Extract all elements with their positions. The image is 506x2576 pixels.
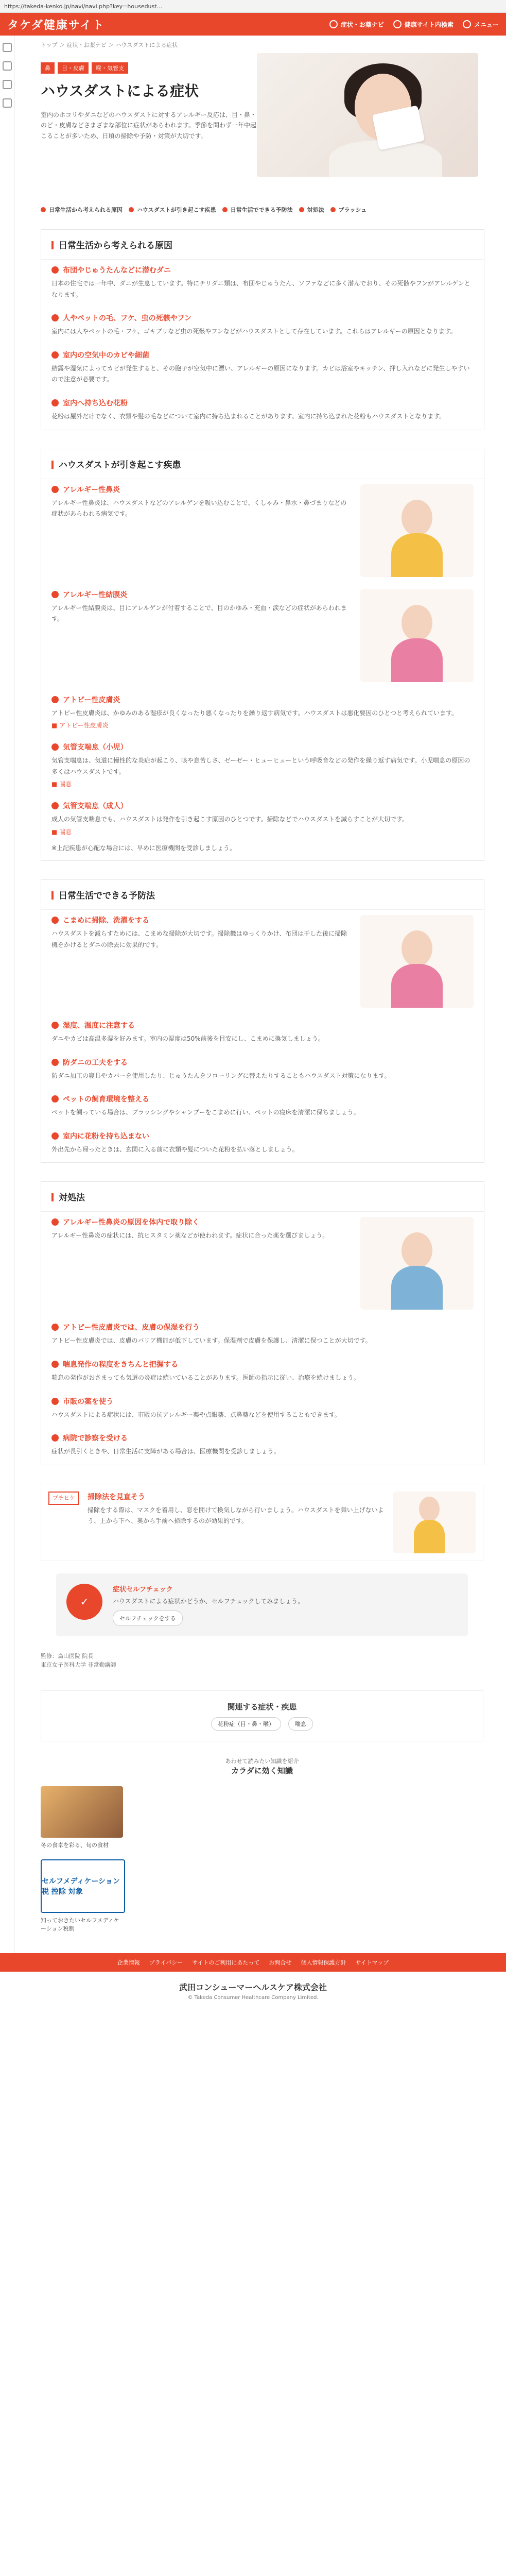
related-link[interactable]: ■ アトピー性皮膚炎 [51, 722, 109, 730]
sneezing-illustration [360, 484, 474, 577]
related-link[interactable]: ■ 喘息 [51, 828, 72, 836]
chevron-down-icon [222, 207, 228, 212]
related-link[interactable]: ■ 喘息 [51, 781, 72, 788]
number-icon [51, 917, 59, 924]
site-header [0, 13, 506, 36]
anchor-brush[interactable]: ブラッシュ [330, 206, 367, 214]
anchor-prevention[interactable]: 日常生活でできる予防法 [222, 206, 293, 214]
section-title: 対処法 [41, 1182, 484, 1212]
footer-link[interactable]: 企業情報 [117, 1959, 140, 1967]
list-item: 市販の薬を使う ハウスダストによる症状には、市販の抗アレルギー薬や点眼薬、点鼻薬などを使用することもできます。 [51, 1397, 341, 1418]
list-item: 喘息発作の程度をきちんと把握する 喘息の発作がおさまっても気道の炎症は続いていることがあります。医師の指示に従い、治療を続けましょう。 [51, 1360, 360, 1381]
footer-copyright [0, 1972, 506, 2010]
cleaning-illustration [393, 1492, 476, 1553]
tip-label: プチヒケ [48, 1492, 79, 1505]
hero-photo [257, 53, 478, 177]
footer-link[interactable]: お問合せ [269, 1959, 292, 1967]
symptom-tags [41, 62, 128, 74]
footer-link[interactable]: 個人情報保護方針 [301, 1959, 346, 1967]
list-item: ペットの飼育環境を整える ペットを飼っている場合は、ブラッシングやシャンプーをこまめに行い、ペットの寝床を清潔に保ちましょう。 [51, 1095, 360, 1116]
chevron-down-icon [129, 207, 134, 212]
number-icon [51, 314, 59, 321]
number-icon [51, 696, 59, 703]
list-item: こまめに掃除、洗濯をする ハウスダストを減らすためには、こまめな掃除が大切です。掃除機はゆっくりかけ、布団は干した後に掃除機をかけるとダニの除去に効果的です。 [41, 910, 484, 1015]
side-rail [0, 36, 15, 1953]
food-photo [41, 1786, 123, 1838]
number-icon [51, 1095, 59, 1103]
number-icon [51, 1059, 59, 1066]
menu-icon [463, 20, 471, 28]
number-icon [51, 591, 59, 598]
list-item: アレルギー性鼻炎 アレルギー性鼻炎は、ハウスダストなどのアレルゲンを吸い込むことで、くしゃみ・鼻水・鼻づまりなどの症状があらわれる病気です。 [41, 479, 484, 584]
list-item: 病院で診察を受ける 症状が長引くときや、日常生活に支障がある場合は、医療機関を受診しましょう。 [51, 1434, 280, 1455]
tip-callout [41, 1484, 483, 1561]
number-icon [51, 1022, 59, 1029]
footnote: ※上記疾患が心配な場合には、早めに医療機関を受診しましょう。 [51, 844, 236, 852]
tip-text: 掃除をする際は、マスクを着用し、窓を開けて換気しながら行いましょう。ハウスダストを舞い上げないよう、上から下へ、奥から手前へ掃除するのが効果的です。 [88, 1506, 384, 1525]
section-causes [41, 229, 484, 430]
list-item: 室内の空気中のカビや細菌 結露や湿気によってカビが発生すると、その胞子が空気中に漂い、アレルギーの原因になります。カビは浴室やキッチン、押し入れなどに発生しやすいので注意が必要です。 [51, 351, 470, 383]
page-title: ハウスダストによる症状 [41, 82, 199, 99]
related-symptoms [41, 1690, 483, 1741]
number-icon [51, 1324, 59, 1331]
itchy-eye-illustration [360, 589, 474, 682]
knowledge-card[interactable]: セルフメディケーション 税 控除 対象 知っておきたいセルフメディケーション税制 [41, 1859, 123, 1933]
list-item: 室内へ持ち込む花粉 花粉は屋外だけでなく、衣類や髪の毛などについて室内に持ち込まれることがあります。室内に持ち込まれた花粉もハウスダストとなります。 [51, 399, 446, 420]
section-remedy [41, 1181, 484, 1465]
company-name: 武田コンシューマーヘルスケア株式会社 [179, 1982, 327, 1993]
search-icon[interactable] [3, 61, 12, 71]
list-item: アトピー性皮膚炎では、皮膚の保湿を行う アトピー性皮膚炎では、皮膚のバリア機能が低下しています。保湿剤で皮膚を保護し、清潔に保つことが大切です。 [51, 1324, 372, 1345]
section-title: 日常生活でできる予防法 [41, 880, 484, 910]
copyright: © Takeda Consumer Healthcare Company Limited. [187, 1995, 319, 2001]
number-icon [51, 1361, 59, 1368]
footer-link[interactable]: プライバシー [149, 1959, 183, 1967]
hero [25, 53, 499, 187]
related-link[interactable]: 花粉症（目・鼻・喉） [211, 1717, 281, 1731]
home-icon[interactable] [3, 43, 12, 52]
anchor-diseases[interactable]: ハウスダストが引き起こす疾患 [129, 206, 216, 214]
list-item: 気管支喘息（小児） 気管支喘息は、気道に慢性的な炎症が起こり、咳や息苦しさ、ゼーゼー・ヒューヒューという呼吸音などの発作を繰り返す病気です。小児喘息の原因の多くはハウスダストです。 ■ 喘息 [41, 737, 484, 795]
site-logo[interactable]: タケダ健康サイト [7, 19, 105, 32]
section-title: ハウスダストが引き起こす疾患 [41, 449, 484, 479]
breadcrumb[interactable]: トップ ＞ 症状・お薬ナビ ＞ ハウスダストによる症状 [41, 42, 178, 48]
section-diseases [41, 449, 484, 861]
mopping-illustration [360, 915, 474, 1008]
url-text: https://takeda-kenko.jp/navi/navi.php?key=housedust... [4, 3, 163, 10]
knowledge-subtitle: あわせて読みたい知識を紹介 [225, 1758, 299, 1765]
self-medication-logo: セルフメディケーション 税 控除 対象 [41, 1859, 125, 1913]
number-icon [51, 1132, 59, 1140]
anchor-remedy[interactable]: 対処法 [299, 206, 324, 214]
tag-nose[interactable]: 鼻 [41, 62, 55, 74]
list-item: アレルギー性鼻炎の原因を体内で取り除く アレルギー性鼻炎の症状には、抗ヒスタミン薬などが使われます。症状に合った薬を選びましょう。 [41, 1212, 484, 1317]
list-item: アトピー性皮膚炎 アトピー性皮膚炎は、かゆみのある湿疹が良くなったり悪くなったりを繰り返す病気です。ハウスダストは悪化要因のひとつと考えられています。 ■ アトピー性皮膚炎 [41, 689, 484, 737]
knowledge-title: カラダに効く知識 [231, 1766, 293, 1776]
tip-title: 掃除法を見直そう [88, 1493, 145, 1501]
header-nav-symptoms[interactable]: 症状・お薬ナビ [329, 20, 384, 29]
number-icon [51, 1434, 59, 1442]
number-icon [51, 1218, 59, 1226]
header-nav-menu[interactable]: メニュー [463, 20, 499, 29]
tag-throat[interactable]: 喉・気管支 [92, 62, 128, 74]
self-check-panel [56, 1573, 468, 1636]
headache-illustration [360, 1217, 474, 1310]
bookmark-icon[interactable] [3, 98, 12, 108]
address-bar[interactable] [0, 0, 506, 13]
number-icon [51, 266, 59, 274]
footer-links [0, 1953, 506, 1972]
self-check-title: 症状セルフチェック [113, 1585, 173, 1594]
self-check-text: ハウスダストによる症状かどうか、セルフチェックしてみましょう。 [113, 1597, 304, 1605]
number-icon [51, 743, 59, 751]
list-item: 湿度、温度に注意する ダニやカビは高温多湿を好みます。室内の湿度は50%前後を目安にし、こまめに換気しましょう。 [51, 1021, 324, 1042]
self-check-button[interactable]: セルフチェックをする [113, 1611, 183, 1626]
header-nav-search[interactable]: 健康サイト内検索 [393, 20, 453, 29]
related-title: 関連する症状・疾患 [227, 1702, 297, 1712]
supervisor-info: 監修：鳥山医院 院長 東京女子医科大学 非常勤講師 [41, 1652, 116, 1669]
chevron-down-icon [41, 207, 46, 212]
list-item: 気管支喘息（成人） 成人の気管支喘息でも、ハウスダストは発作を引き起こす原因のひとつです。掃除などでハウスダストを減らすことが大切です。 ■ 喘息 [41, 795, 484, 843]
number-icon [51, 351, 59, 359]
anchor-causes[interactable]: 日常生活から考えられる原因 [41, 206, 123, 214]
search-icon [393, 20, 402, 28]
footer-link[interactable]: サイトのご利用にあたって [192, 1959, 260, 1967]
main-content [15, 36, 499, 1953]
knowledge-section [41, 1757, 483, 1933]
clipboard-icon: ✓ [66, 1584, 102, 1620]
header-nav [329, 20, 499, 29]
number-icon [51, 802, 59, 809]
page-lead: 室内のホコリやダニなどのハウスダストに対するアレルギー反応は、目・鼻・のど・皮膚などさまざまな部位に症状があらわれます。季節を問わず一年中起こることが多いため、日頃の掃除や予防・対策が大切です。 [41, 111, 257, 140]
section-prevention [41, 879, 484, 1163]
list-item: アレルギー性結膜炎 アレルギー性結膜炎は、目にアレルゲンが付着することで、目のかゆみ・充血・涙などの症状があらわれます。 [41, 584, 484, 689]
chevron-down-icon [299, 207, 304, 212]
number-icon [51, 486, 59, 493]
pill-icon [329, 20, 338, 28]
list-item: 室内に花粉を持ち込まない 外出先から帰ったときは、玄関に入る前に衣類や髪についた花粉を払い落としましょう。 [51, 1132, 299, 1153]
section-anchors [41, 206, 499, 214]
chevron-down-icon [330, 207, 336, 212]
tag-eye-skin[interactable]: 目・皮膚 [58, 62, 89, 74]
section-title: 日常生活から考えられる原因 [41, 230, 484, 260]
related-link[interactable]: 喘息 [288, 1717, 313, 1731]
list-icon[interactable] [3, 80, 12, 89]
footer-link[interactable]: サイトマップ [355, 1959, 389, 1967]
list-item: 布団やじゅうたんなどに潜むダニ 日本の住宅では一年中、ダニが生息しています。特にチリダニ類は、布団やじゅうたん、ソファなどに多く潜んでおり、その死骸やフンがアレルゲンとなります。 [51, 266, 470, 298]
number-icon [51, 399, 59, 406]
list-item: 防ダニの工夫をする 防ダニ加工の寝具やカバーを使用したり、じゅうたんをフローリングに替えたりすることもハウスダスト対策になります。 [51, 1058, 391, 1079]
knowledge-card[interactable]: 冬の食卓を彩る、旬の食材 [41, 1786, 123, 1849]
number-icon [51, 1398, 59, 1405]
list-item: 人やペットの毛、フケ、虫の死骸やフン 室内には人やペットの毛・フケ、ゴキブリなど虫の死骸やフンなどがハウスダストとして存在しています。これらはアレルギーの原因となります。 [51, 314, 457, 335]
